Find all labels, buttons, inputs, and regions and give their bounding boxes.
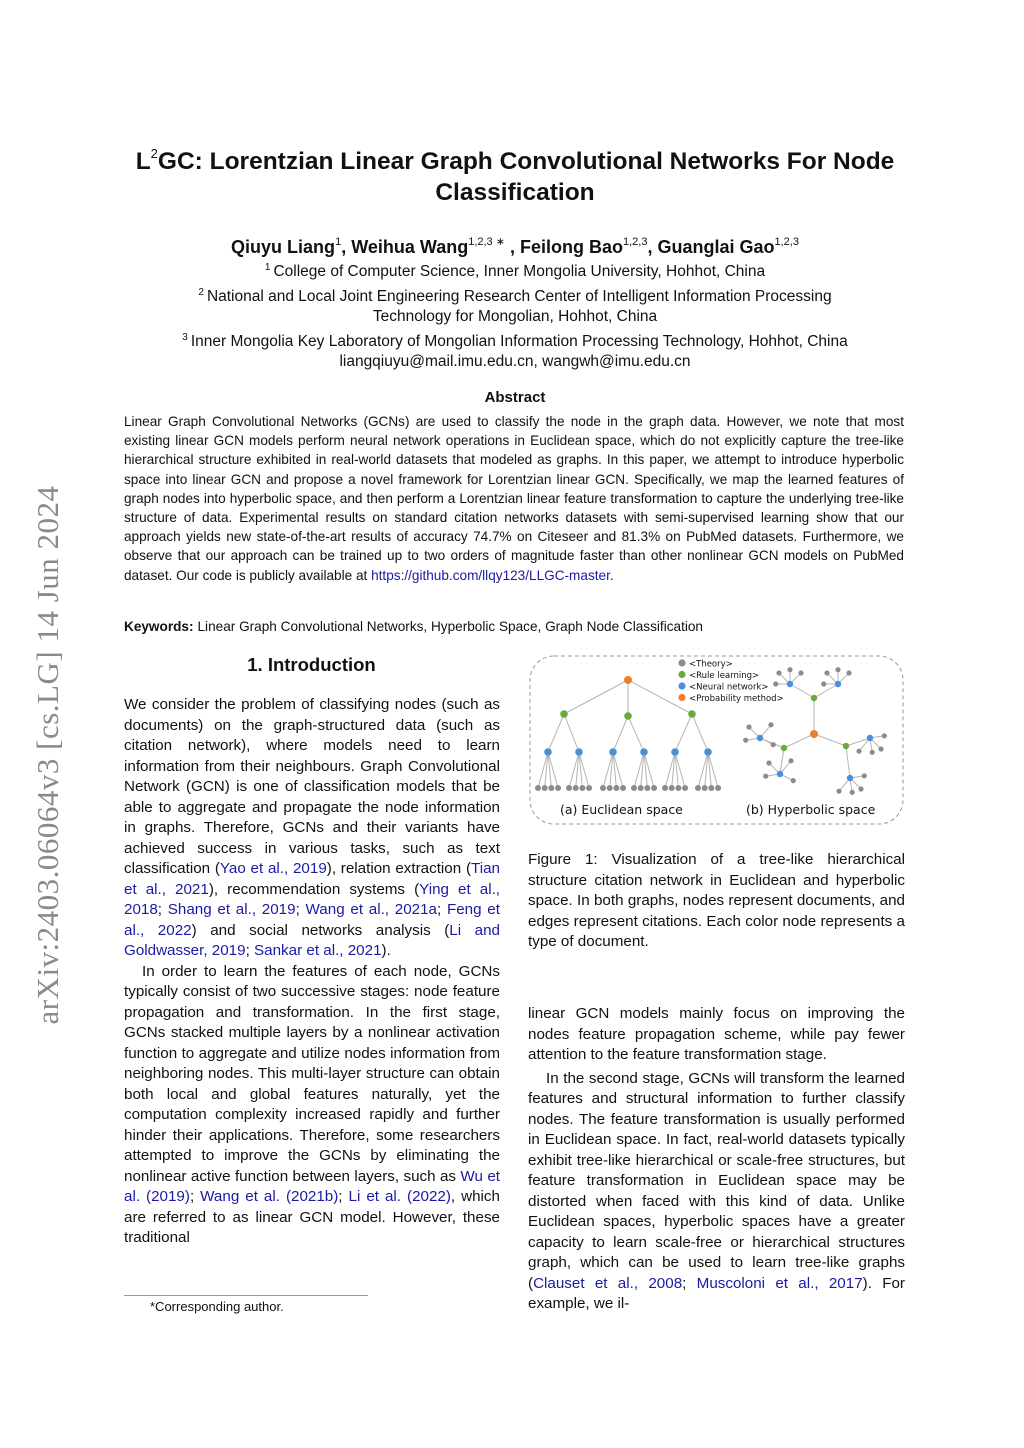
node [651,785,657,791]
node [787,681,793,687]
node [708,785,714,791]
section-heading-introduction: 1. Introduction [247,654,376,675]
author-list: Qiuyu Liang$^1$, Weihua Wang$^{1,2,3 ∗}$ , Feilong Bao$^{1,2,3}$, Guanglai Gao$^{1,2,3}$ [231,236,799,257]
node [644,785,650,791]
legend-label: <Probability method> [689,694,784,704]
legend-label: <Theory> [689,659,733,670]
node [607,785,613,791]
figure-legend [678,659,783,704]
citation-link[interactable]: Wu et al. (2019) [124,1167,500,1205]
node [870,750,875,755]
edge [675,714,692,752]
node [810,730,818,738]
node [715,785,721,791]
legend-label: <Rule learning> [689,671,760,681]
footnote-rule [124,1295,368,1296]
figure-frame [530,656,903,824]
paragraph: linear GCN models mainly focus on improving the nodes feature propagation scheme, while pay fewer attention to the feature transformation stage. [528,1005,905,1063]
node [824,670,829,675]
citation-link[interactable]: Clauset et al., 2008 [533,1274,683,1292]
node [787,667,792,672]
node [678,671,685,678]
node [542,785,548,791]
figure-1-tree-visualization [528,654,905,826]
node [535,785,541,791]
node [771,742,776,747]
node [624,676,632,684]
node [695,785,701,791]
node [846,670,851,675]
figure-1-caption: Figure 1: Visualization of a tree-like hierarchical structure citation network in Euclidean and hyperbolic space. In both graphs, nodes represent documents, and edges represent citations. Each color node represents a type of document. [528,851,905,950]
node [675,785,681,791]
node [856,749,861,754]
node [548,785,554,791]
citation-link[interactable]: Shang et al., 2019 [167,901,296,918]
edge [846,746,850,778]
abstract-heading: Abstract [484,389,546,406]
node [678,694,685,701]
node [678,659,685,666]
paragraph: In the second stage, GCNs will transform the learned features and structural information to further classify nodes. The feature transformation is usually performed in Euclidean space. In fact, real-world datasets typically exhibit tree-like hierarchical or scale-free structures, but feature transformation in Euclidean space may be distorted when faced with this kind of data. Unlike Euclidean spaces, hyperbolic spaces have a greater capacity to learn scale-free or hierarchical structures graph, which can be used to learn tree-like graphs (Clauset et al., 2008; Muscoloni et al., 2017). For example, we il- [528,1069,905,1312]
citation-link[interactable]: Li et al. (2022) [348,1188,451,1205]
node [763,774,768,779]
legend-label: <Neural network> [689,682,769,693]
node [620,785,626,791]
edge [564,680,628,714]
node [662,785,668,791]
edge [564,714,579,752]
node [600,785,606,791]
citation-link[interactable]: Li and Goldwasser, 2019 [124,921,500,959]
left-column-text [124,695,500,1249]
keywords-label: Keywords: [124,619,194,634]
node [573,785,579,791]
abstract-body: Linear Graph Convolutional Networks (GCNs) are used to classify the node in the graph data. However, we note that most existing linear GCN models perform neural network operations in Euclidean space, which do not explicitly capture the tree-like hierarchical structure exhibited in real-world datasets that modeled as graphs. In this paper, we attempt to introduce hyperbolic space into linear GCN and propose a novel framework for Lorentzian linear GCN. Specifically, we map the learned features of graph nodes into hyperbolic space, and then perform a Lorentzian linear feature transformation to capture the underlying tree-like structure of data. Experimental results on standard citation networks datasets with semi-supervised learning show that our approach yields new state-of-the-art results of accuracy 74.7% on Citeseer and 81.3% on PubMed datasets. Furthermore, we observe that our approach can be trained up to two orders of magnitude faster than other nonlinear GCN models on PubMed dataset. Our code is publicly available at https://github.com/llqy123/LLGC-master. [124,414,904,583]
node [638,785,644,791]
paper-title: $L^2GC$: Lorentzian Linear Graph Convolutional Networks For Node Classification [135,146,895,206]
node [678,682,685,689]
node [867,735,873,741]
edge [784,734,814,748]
citation-link[interactable]: Sankar et al., 2021 [254,942,382,959]
node [682,785,688,791]
affiliation-3: $^3$ Inner Mongolia Key Laboratory of Mongolian Information Processing Technology, Hohhot, China [182,331,848,350]
author-emails: liangqiuyu@mail.imu.edu.cn, wangwh@imu.edu.cn [339,353,691,370]
node [835,681,841,687]
node [743,738,748,743]
citation-link[interactable]: Yao et al., 2019 [219,860,327,877]
edge [692,714,708,752]
node [566,785,572,791]
node [798,670,803,675]
node [640,748,648,756]
affiliations: $^1$ College of Computer Science, Inner Mongolia University, Hohhot, China $^2$ National and Local Joint Engineering Research Center of Intelligent Information Processing Technology for Mongolian, Hohhot, China $^3$ Inner Mongolia Key Laboratory of Mongolian Information Processing Technology, Hohhot, China liangqiuyu@mail.imu.edu.cn, wangwh@imu.edu.cn [110,258,920,373]
node [560,710,568,718]
code-link[interactable]: https://github.com/llqy123/LLGC-master [371,567,610,583]
node [575,748,583,756]
node [704,748,712,756]
node [843,743,849,749]
node [811,695,817,701]
citation-link[interactable]: Wang et al. (2021b) [200,1188,339,1205]
node [788,758,793,763]
author: Weihua Wang [351,237,469,257]
node [688,710,696,718]
affiliation-2: $^2$ National and Local Joint Engineering Research Center of Intelligent Information Processing [198,286,832,305]
paragraph: In order to learn the features of each node, GCNs typically consist of two successive stages: node feature propagation and transformation. In the first stage, GCNs stacked multiple layers by a nonlinear activation function to aggregate and utilize nodes information from neighboring nodes. This multi-layer structure can obtain both local and global features naturally, yet the computation complexity increased rapidly and further hinder their applications. Therefore, some researchers attempted to improve the GCNs by eliminating the nonlinear active function between layers, such as Wu et al. (2019); Wang et al. (2021b); Li et al. (2022), which are referred to as linear GCN model. However, these traditional [124,962,500,1246]
node [757,735,763,741]
node [847,775,853,781]
node [835,667,840,672]
arxiv-id: arXiv:2403.06064v3 [cs.LG] 14 Jun 2024 [30,485,65,1025]
author: Feilong Bao [519,237,623,257]
author: Guanglai Gao [657,237,775,257]
citation-link[interactable]: Muscoloni et al., 2017 [696,1274,863,1292]
node [836,789,841,794]
node [746,724,751,729]
node [858,786,863,791]
author: Qiuyu Liang [231,237,336,257]
citation-link[interactable]: Wang et al., 2021a [305,901,437,918]
node [669,785,675,791]
edge [548,714,564,752]
node [671,748,679,756]
node [768,722,773,727]
node [781,745,787,751]
arxiv-sidebar-stamp [30,455,66,1055]
node [579,785,585,791]
node [821,681,826,686]
citation-link[interactable]: Ying et al., 2018 [124,880,501,918]
node [791,778,796,783]
node [555,785,561,791]
label-hyperbolic: (b) Hyperbolic space [746,802,876,817]
citation-link[interactable]: Tian et al., 2021 [124,860,500,898]
paragraph: We consider the problem of classifying nodes (such as documents) on the graph-structured data (such as citation network), where models need to learn information from their neighbours. Graph Convolutional Network (GCN) is one of classification models that be able to aggregate and propagate the node information in graphs. Therefore, GCNs and their variants have achieved success in various tasks, such as text classification (Yao et al., 2019), relation extraction (Tian et al., 2021), recommendation systems (Ying et al., 2018; Shang et al., 2019; Wang et al., 2021a; Feng et al., 2022) and social networks analysis (Li and Goldwasser, 2019; Sankar et al., 2021). [124,696,501,959]
node [766,760,771,765]
node [631,785,637,791]
node [609,748,617,756]
citation-link[interactable]: Feng et al., 2022 [124,901,500,939]
node [878,746,883,751]
node [702,785,708,791]
edge [628,716,644,752]
node [624,712,632,720]
node [586,785,592,791]
keywords: Keywords: Linear Graph Convolutional Networks, Hyperbolic Space, Graph Node Classification [124,619,703,634]
affiliation-1: $^1$ College of Computer Science, Inner Mongolia University, Hohhot, China [264,262,766,280]
node [862,773,867,778]
edge [814,734,846,746]
label-euclidean: (a) Euclidean space [560,802,683,817]
edge [790,684,814,698]
node [850,790,855,795]
node [773,681,778,686]
edge [613,716,628,752]
right-column-text [528,1004,905,1315]
node [776,670,781,675]
node [613,785,619,791]
footnote: *Corresponding author. [150,1299,284,1314]
edge [814,684,838,698]
node [882,733,887,738]
node [777,771,783,777]
node [544,748,552,756]
